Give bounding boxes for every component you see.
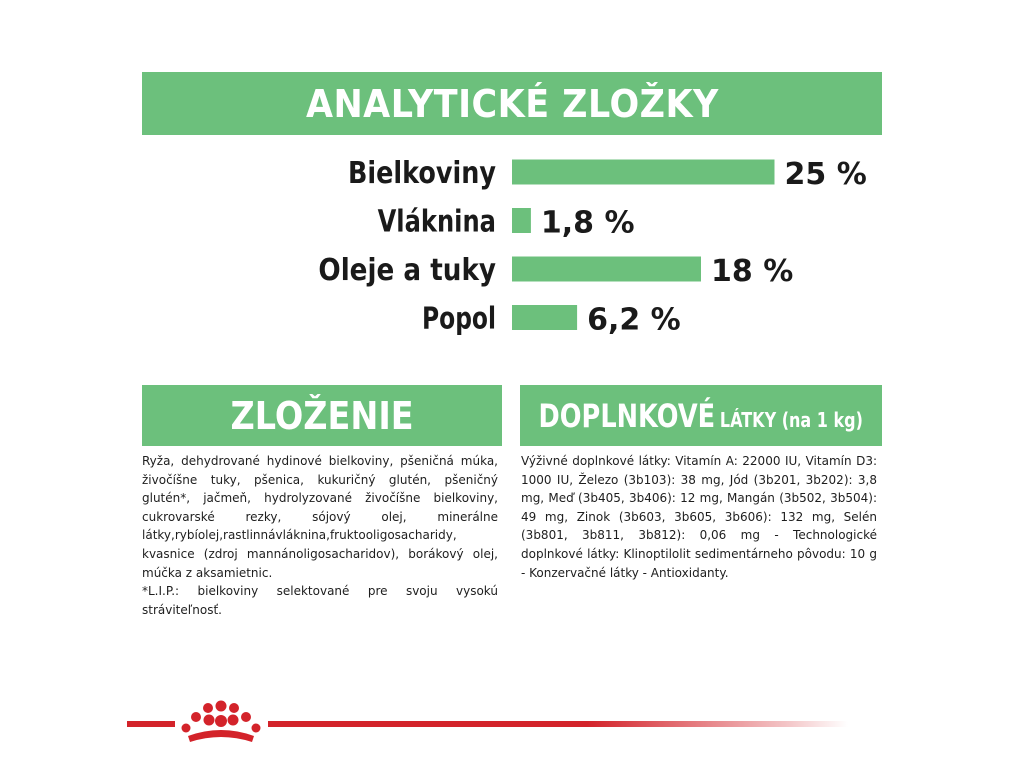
bar-value-2: 1,8 % [540,205,635,241]
composition-paragraph-note: *L.I.P.: bielkoviny selektované pre svoju vysokú stráviteľnosť. [142,584,498,617]
additives-title-sub: LÁTKY (na 1 kg) [720,407,864,432]
additives-title-main: DOPLNKOVÉ [538,396,716,435]
analytics-title: ANALYTICKÉ ZLOŽKY [305,81,719,126]
crown-icon [178,700,264,746]
bar-label-4: Popol [422,301,496,337]
additives-header [520,385,882,446]
bar-2 [512,208,531,233]
bar-label-3: Oleje a tuky [318,253,497,288]
composition-text [142,452,498,619]
composition-header [142,385,502,446]
bar-4 [512,305,577,330]
bar-1 [512,160,775,185]
composition-paragraph-ingredients: Ryža, dehydrované hydinové bielkoviny, pšeničná múka, živočíšne tuky, pšenica, kukuričný glutén, pšeničný glutén*, jačmeň, hydrolyzované živočíšne bielkoviny, cukrovarské rezky, sójový olej, minerálne látky,rybíolej,rastlinnávláknina,fruktooligosacharidy, kvasnice (zdroj mannánoligosacharidov), borákový olej, múčka z aksamietnic. [142,454,498,580]
bar-label-1: Bielkoviny [348,156,497,191]
footer-red-line-left [127,721,175,727]
bar-value-3: 18 % [711,254,794,289]
bar-value-4: 6,2 % [587,302,681,338]
additives-text [521,452,877,582]
additives-paragraph: Výživné doplnkové látky: Vitamín A: 22000 IU, Vitamín D3: 1000 IU, Železo (3b103): 38 mg, Jód (3b201, 3b202): 3,8 mg, Meď (3b405, 3b406): 12 mg, Mangán (3b502, 3b504): 49 mg, Zinok (3b603, 3b605, 3b606): 132 mg, Selén (3b801, 3b811, 3b812): 0,06 mg - Technologické doplnkové látky: Klinoptilolit sedimentárneho pôvodu: 10 g - Konzervačné látky - Antioxidanty. [521,454,877,580]
bar-label-2: Vláknina [377,204,496,240]
bar-value-1: 25 % [784,157,867,192]
bar-3 [512,257,701,282]
footer-red-line-right [268,721,848,727]
analytics-header [142,72,882,135]
composition-title: ZLOŽENIE [230,393,414,438]
